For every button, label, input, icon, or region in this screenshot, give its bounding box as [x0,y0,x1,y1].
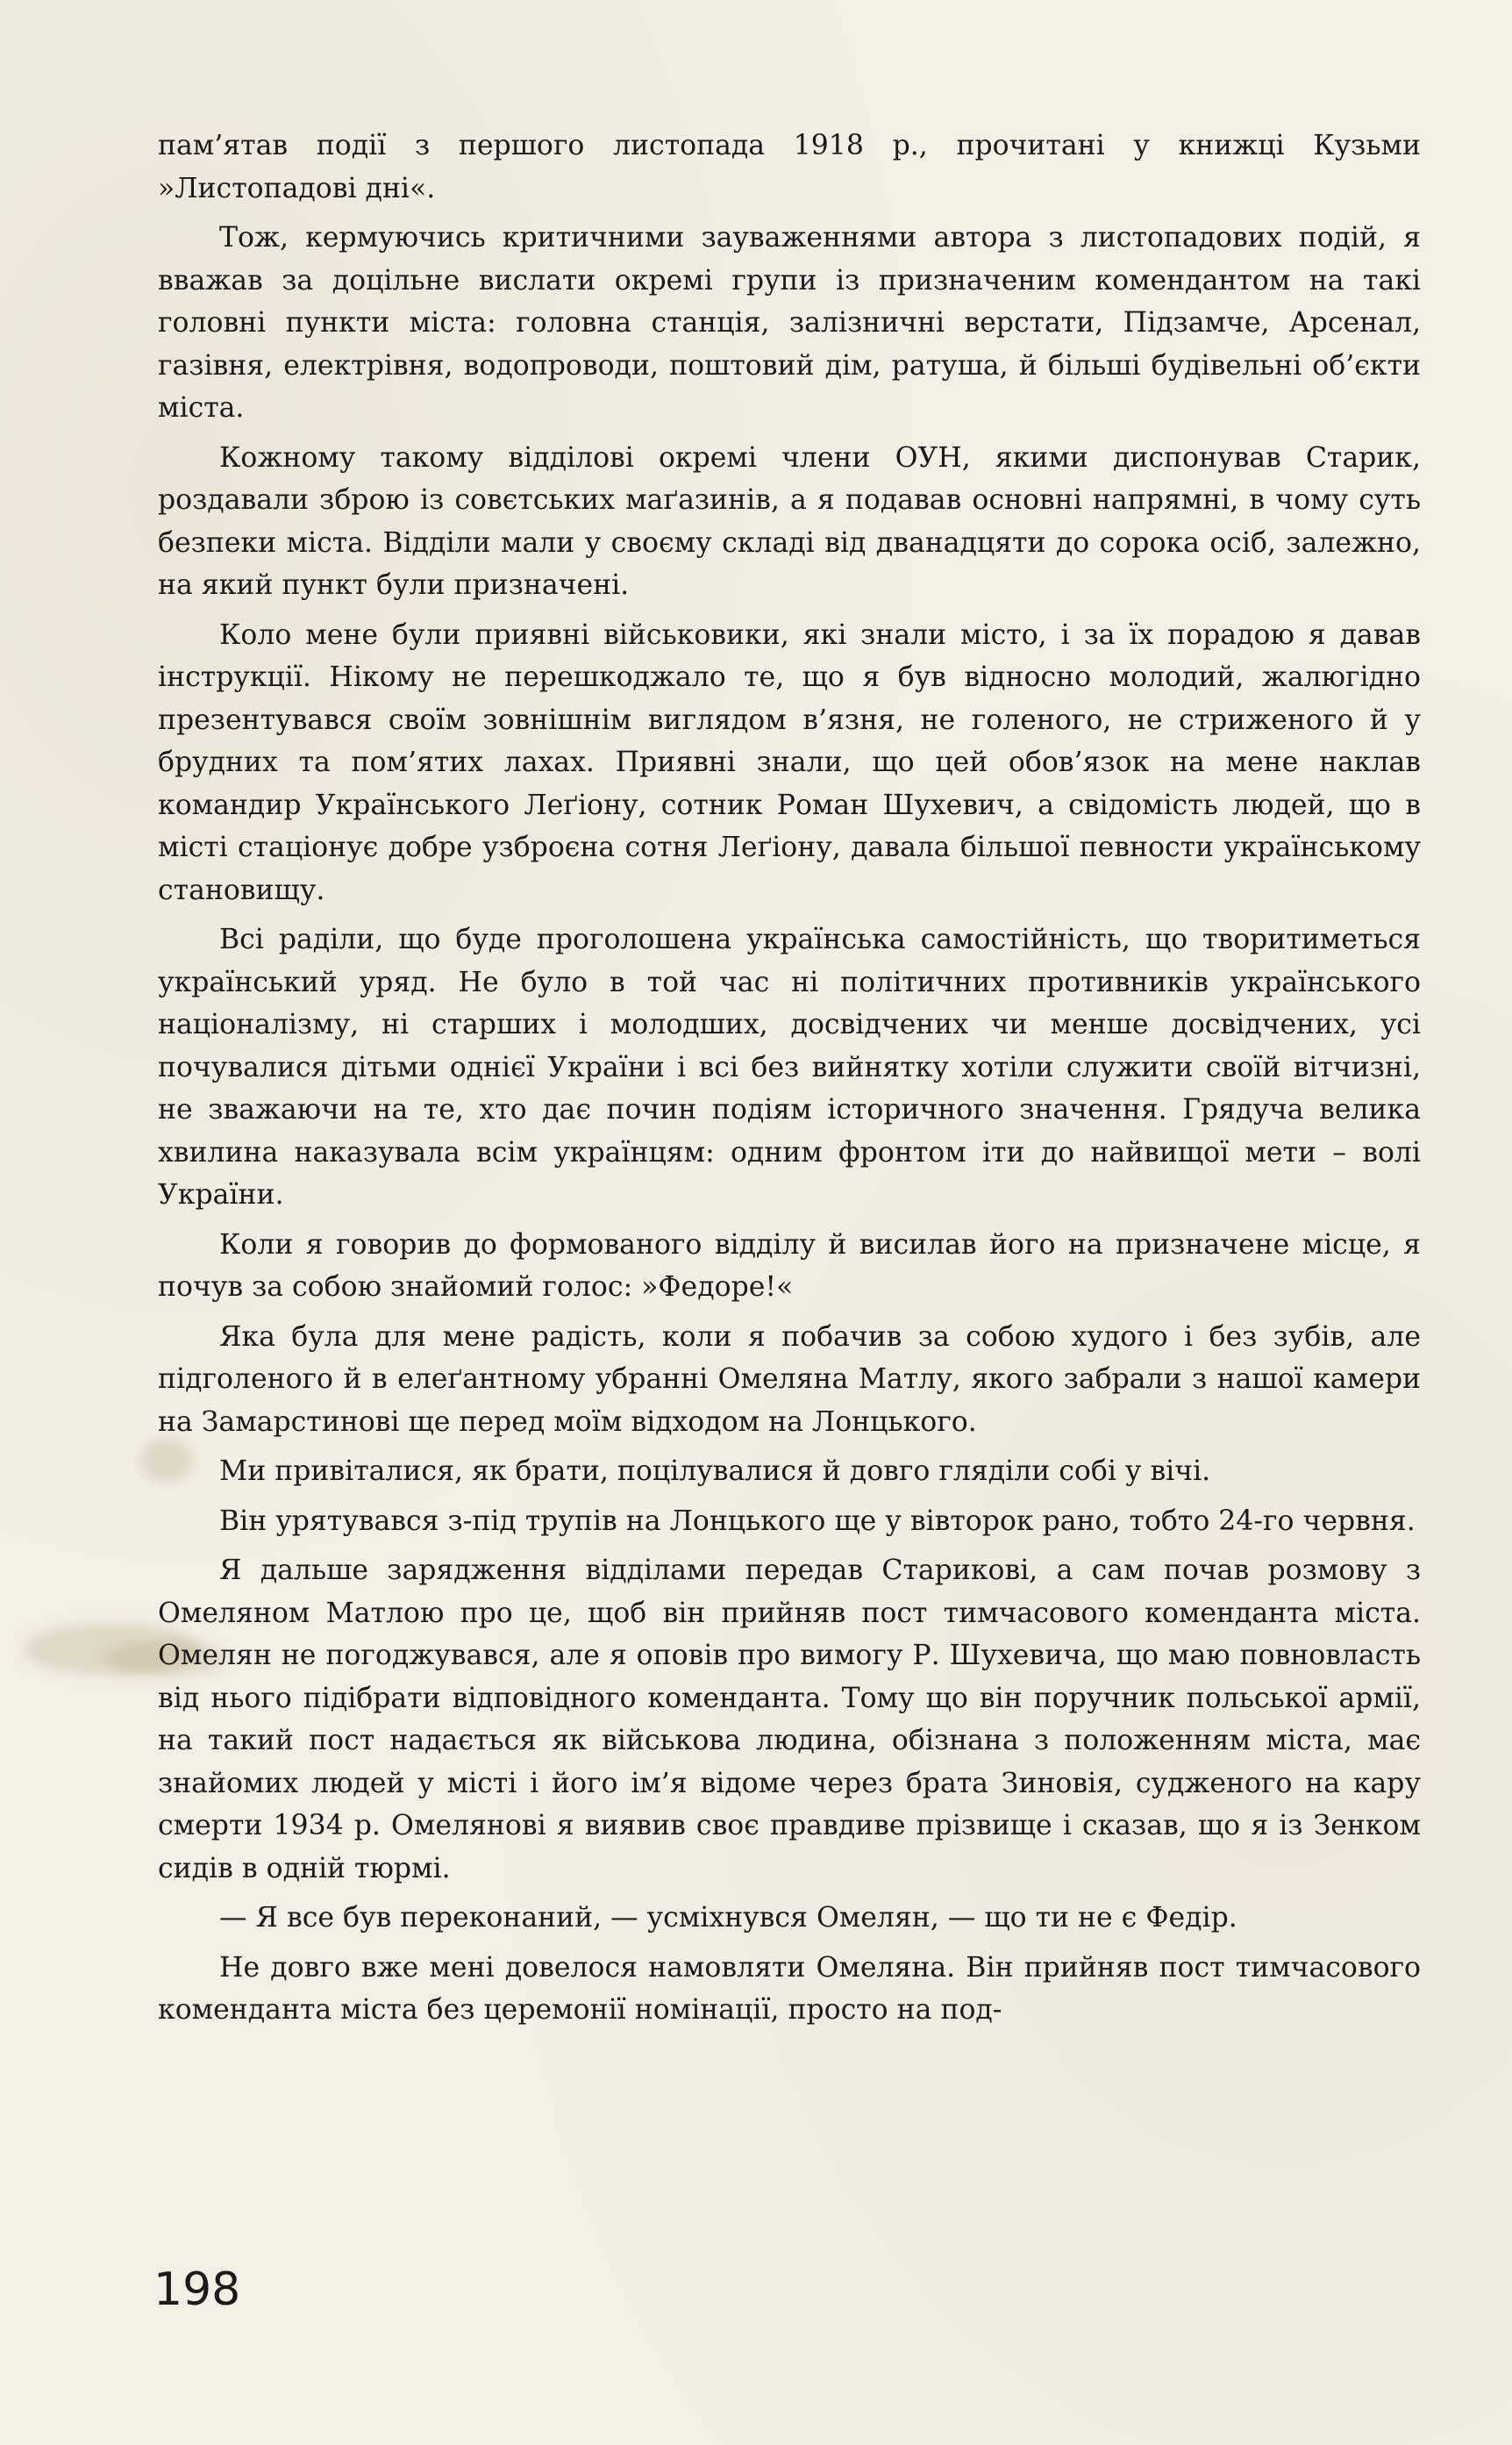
paragraph: Не довго вже мені довелося намовляти Омеляна. Він прийняв пост тимчасового коменданта міста без церемонії номінації, просто на под- [158,1951,1421,2026]
paragraph: Всі раділи, що буде проголошена українська самостійність, що творитиметься український уряд. Не було в той час ні політичних противників українського націоналізму, ні старших і молодших, досвідчених чи менше досвідчених, усі почувалися дітьми однієї України і всі без вийнятку хотіли служити своїй вітчизні, не зважаючи на те, хто дає почин подіям історичного значення. Грядуча велика хвилина наказувала всім українцям: одним фронтом іти до найвищої мети – волі України. [158,924,1421,1211]
paragraph: — Я все був переконаний, — усміхнувся Омелян, — що ти не є Федір. [219,1902,1237,1934]
paragraph: Коли я говорив до формованого відділу й висилав його на призначене місце, я почув за собою знайомий голос: »Федоре!« [158,1228,1421,1303]
paragraph: Яка була для мене радість, коли я побачив за собою худого і без зубів, але підголеного й в елеґантному убранні Омеляна Матлу, якого забрали з нашої камери на Замарстинові ще перед моїм відходом на Лонцького. [158,1320,1421,1438]
paragraph: Тож, кермуючись критичними зауваженнями автора з листопадових подій, я вважав за доцільне вислати окремі групи із призначеним комендантом на такі головні пункти міста: головна станція, залізничні верстати, Підзамче, Арсенал, газівня, електрівня, водопроводи, поштовий дім, ратуша, й більші будівельні об’єкти міста. [158,222,1421,424]
paragraph: Я дальше зарядження відділами передав Старикові, а сам почав розмову з Омеляном Матлою про це, щоб він прийняв пост тимчасового коменданта міста. Омелян не погоджувався, але я оповів про вимогу Р. Шухевича, що маю повновласть від нього підібрати відповідного коменданта. Тому що він поручник польської армії, на такий пост надається як військова людина, обізнана з положенням міста, має знайомих людей у місті і його ім’я відоме через брата Зиновія, судженого на кару смерти 1934 р. Омелянові я виявив своє правдиве прізвище і сказав, що я із Зенком сидів в одній тюрмі. [158,1555,1421,1884]
body-text [158,125,1421,2039]
paragraph: Він урятувався з-під трупів на Лонцького ще у вівторок рано, тобто 24-го червня. [219,1505,1416,1537]
page-number: 198 [153,2263,241,2316]
paragraph: пам’ятав події з першого листопада 1918 р., прочитані у книжці Кузьми »Листопадові дні«. [158,130,1421,204]
paragraph: Коло мене були приявні військовики, які знали місто, і за їх порадою я давав інструкції. Нікому не перешкоджало те, що я був відносно молодий, жалюгідно презентувався своїм зовнішнім виглядом в’язня, не голеного, не стриженого й у брудних та пом’ятих лахах. Приявні знали, що цей обов’язок на мене наклав командир Українського Леґіону, сотник Роман Шухевич, а свідомість людей, що в місті стаціонує добре узброєна сотня Леґіону, давала більшої певности українському становищу. [158,618,1421,906]
paragraph: Кожному такому відділові окремі члени ОУН, якими диспонував Старик, роздавали зброю із совєтських маґазинів, а я подавав основні напрямні, в чому суть безпеки міста. Відділи мали у своєму складі від дванадцяти до сорока осіб, залежно, на який пункт були призначені. [158,441,1421,601]
paragraph: Ми привіталися, як брати, поцілувалися й довго гляділи собі у вічі. [219,1455,1211,1487]
